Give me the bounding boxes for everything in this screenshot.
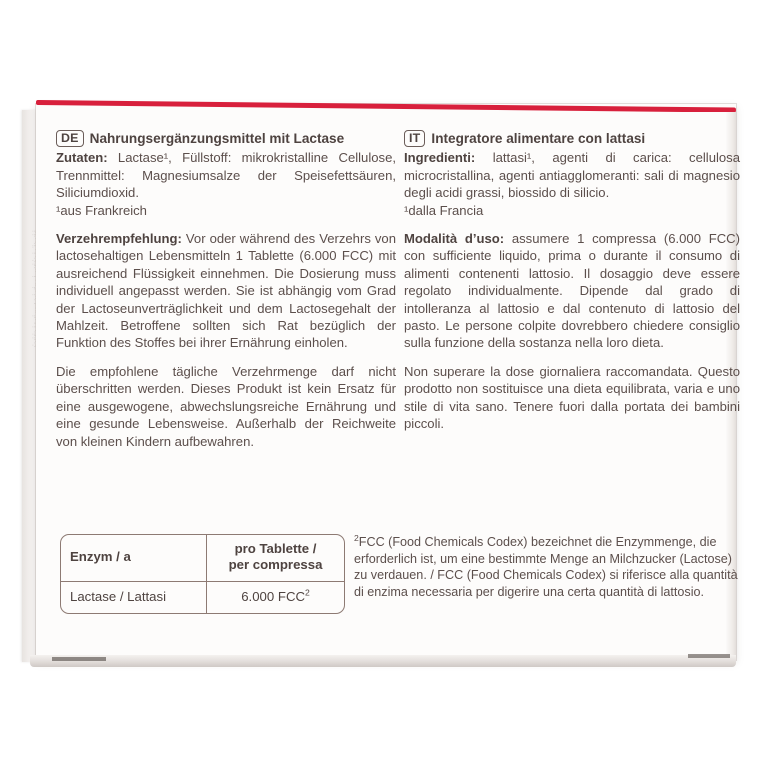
nutrition-table-row	[61, 582, 344, 613]
nutrition-amount-value: 6.000 FCC	[241, 588, 305, 604]
italian-dosage-text: assumere 1 compressa (6.000 FCC) con sufficiente liquido, prima o durante il consumo di alimenti contenenti lattosio. Il dosaggio deve essere regolato individualmente. Dipende dal grado di intolleranza al lattosio e dal contenuto di lattosio del pasto. Le persone colpite dovrebbero chiedere consiglio sulla funzione della sostanza nella loro dieta.	[404, 231, 740, 351]
italian-ingredients-text: lattasi¹, agenti di carica: cellulosa microcristallina, agenti antiagglomeranti: sali di magnesio degli acidi grassi, biossido di silicio.	[404, 150, 740, 201]
italian-dosage-label: Modalità d’uso:	[404, 231, 505, 247]
nutrition-cell-amount	[206, 582, 344, 613]
nutrition-header-amount-line2: per compressa	[228, 557, 323, 573]
german-ingredients-label: Zutaten:	[56, 150, 108, 166]
german-dosage-label: Verzehrempfehlung:	[56, 231, 182, 247]
fcc-footnote-text: FCC (Food Chemicals Codex) bezeichnet die Enzymmenge, die erforderlich ist, um eine bestimmte Menge an Milchzucker (Lactose) zu verdauen. / FCC (Food Chemicals Codex) si riferisce alla quantità di enzima necessaria per digerire una certa quantità di lattosio.	[354, 535, 738, 599]
red-accent-stripe	[36, 96, 736, 112]
red-accent-stripe-line	[36, 100, 736, 112]
italian-product-title: Integratore alimentare con lattasi	[431, 131, 646, 146]
german-text-column	[56, 130, 396, 450]
italian-language-heading	[404, 130, 740, 147]
german-dosage-text: Vor oder während des Verzehrs von lactosehaltigen Lebensmitteln 1 Tablette (6.000 FCC) mit ausreichend Flüssigkeit einnehmen. Die Dosierung muss individuell angepasst werden. Sie ist abhängig vom Grad der Lactoseunverträglichkeit und dem Lactosegehalt der Mahlzeit. Betroffene sollten sich Rat bezüglich der Funktion des Stoffes bei ihrer Ernährung einholen.	[56, 231, 396, 351]
german-language-heading	[56, 130, 396, 147]
italian-ingredients-paragraph	[404, 149, 740, 201]
german-ingredients-paragraph	[56, 149, 396, 201]
carton-bottom-lip	[30, 655, 736, 667]
italian-dosage-paragraph	[404, 230, 740, 352]
italian-origin-note: ¹dalla Francia	[404, 202, 484, 218]
nutrition-table-header-row	[61, 535, 344, 582]
german-ingredients-text: Lactase¹, Füllstoff: mikrokristalline Cellulose, Trennmittel: Magnesiumsalze der Speisefettsäuren, Siliciumdioxid.	[56, 150, 396, 201]
german-product-title: Nahrungsergänzungsmittel mit Lactase	[89, 131, 345, 146]
italian-warning-paragraph: Non superare la dose giornaliera raccomandata. Questo prodotto non sostituisce una dieta equilibrata, varia e uno stile di vita sano. Tenere fuori dalla portata dei bambini piccoli.	[404, 363, 740, 432]
german-dosage-paragraph	[56, 230, 396, 352]
nutrition-cell-enzyme-name: Lactase / Lattasi	[70, 588, 167, 604]
german-origin-note: ¹aus Frankreich	[56, 202, 147, 218]
braille-embossing: ⠏⠗⠁⠑⠧⠁⠇⠑⠝⠞⠊⠁ ⠇⠁⠉⠞⠁⠎⠑ ⠋⠉⠉ ⠞⠁⠃⠇⠑⠞⠞⠑⠝	[30, 230, 36, 348]
nutrition-table	[60, 534, 345, 614]
carton-bottom-shadow-right	[688, 654, 730, 658]
italian-ingredients-label: Ingredienti:	[404, 150, 476, 166]
nutrition-amount-footnote-marker: 2	[305, 587, 310, 598]
german-warning-paragraph: Die empfohlene tägliche Verzehrmenge darf nicht überschritten werden. Dieses Produkt ist kein Ersatz für eine ausgewogene, abwechslungsreiche Ernährung und eine gesunde Lebensweise. Außerhalb der Reichweite von kleinen Kindern aufbewahren.	[56, 363, 396, 449]
nutrition-header-enzyme: Enzym / a	[70, 549, 131, 565]
italian-text-column	[404, 130, 740, 433]
nutrition-header-amount-line1: pro Tablette /	[234, 541, 317, 556]
carton-bottom-shadow-left	[52, 657, 106, 661]
fcc-footnote-marker: 2	[354, 532, 359, 543]
fcc-footnote	[354, 534, 738, 600]
nutrition-header-amount	[206, 535, 344, 581]
language-badge-it: IT	[404, 130, 425, 147]
language-badge-de: DE	[56, 130, 84, 147]
